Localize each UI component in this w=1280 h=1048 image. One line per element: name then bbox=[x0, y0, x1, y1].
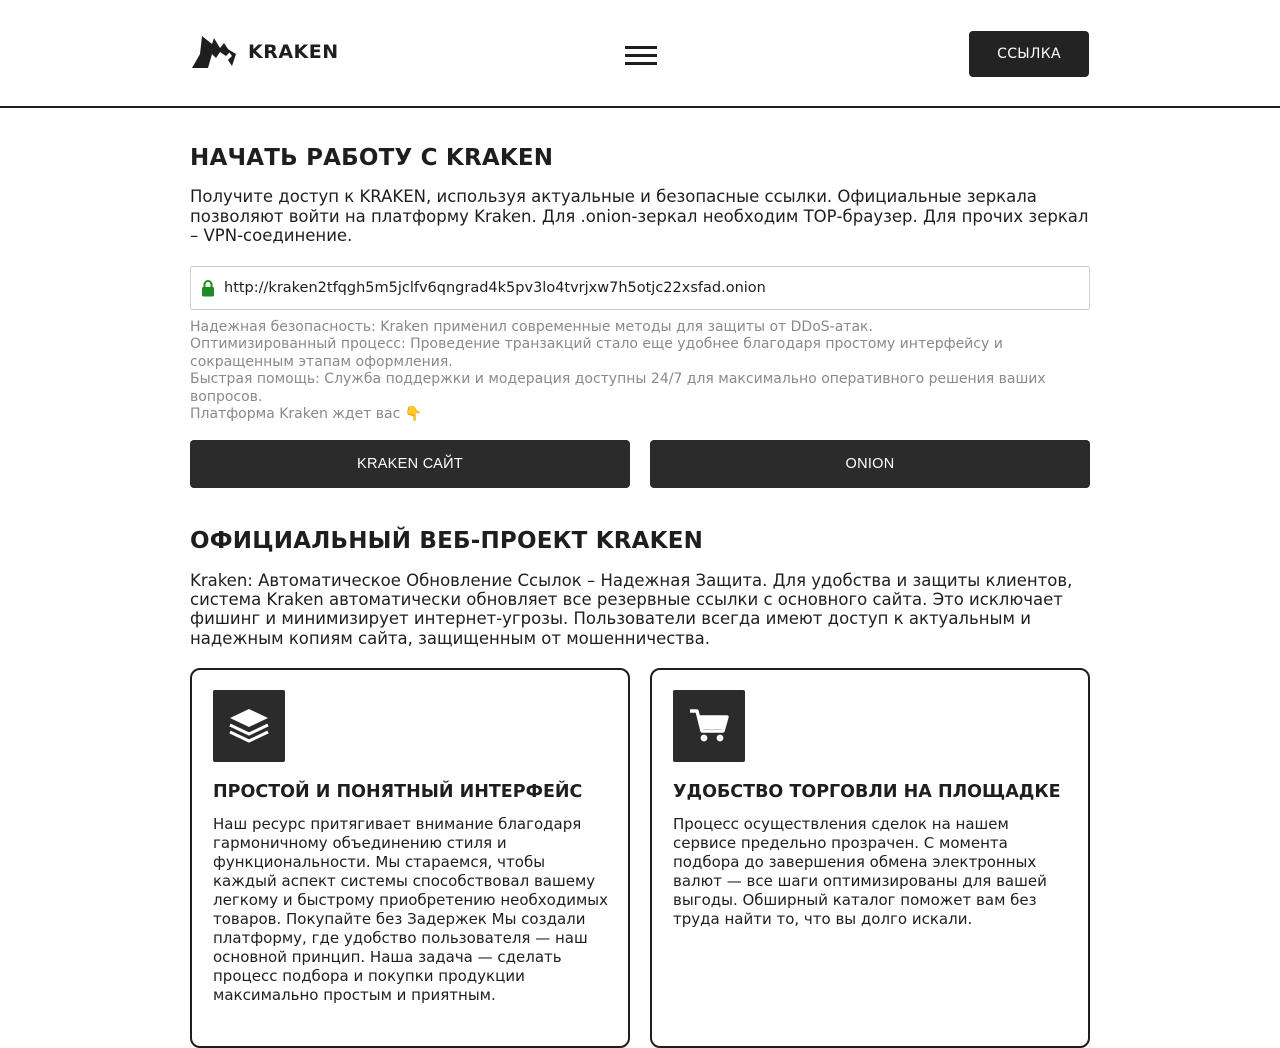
kraken-site-button[interactable]: KRAKEN САЙТ bbox=[190, 440, 630, 488]
logo-link[interactable] bbox=[190, 34, 339, 70]
feature-process: Оптимизированный процесс: Проведение транзакций стало еще удобнее благодаря простому интерфейсу и сокращенным этапам оформления. bbox=[190, 336, 1003, 370]
logo-text: KRAKEN bbox=[248, 41, 339, 63]
feature-card-interface bbox=[190, 668, 630, 1048]
onion-url-field[interactable] bbox=[190, 266, 1090, 310]
feature-support: Быстрая помощь: Служба поддержки и модерация доступны 24/7 для максимально оперативного решения ваших вопросов. bbox=[190, 371, 1046, 405]
features-list bbox=[190, 319, 1090, 423]
hero-title: НАЧАТЬ РАБОТУ С KRAKEN bbox=[190, 145, 554, 171]
about-text: Kraken: Автоматическое Обновление Ссылок – Надежная Защита. Для удобства и защиты клиентов, система Kraken автоматически обновляет все резервные ссылки с основного сайта. Это исключает фишинг и минимизирует интернет-угрозы. Пользователи всегда имеют доступ к актуальным и надежным копиям сайта, защищенным от мошенничества. bbox=[190, 571, 1073, 648]
onion-url-text[interactable]: http://kraken2tfqgh5m5jclfv6qngrad4k5pv3lo4tvrjxw7h5otjc22xsfad.onion bbox=[224, 280, 766, 296]
lock-icon bbox=[201, 278, 217, 298]
card-text: Процесс осуществления сделок на нашем сервисе предельно прозрачен. С момента подбора до завершения обмена электронных валют — все шаги оптимизированы для вашей выгоды. Обширный каталог поможет вам без труда найти то, что вы долго искали. bbox=[673, 815, 1047, 928]
menu-burger-icon[interactable] bbox=[625, 46, 657, 66]
card-title: ПРОСТОЙ И ПОНЯТНЫЙ ИНТЕРФЕЙС bbox=[213, 782, 583, 802]
layers-icon bbox=[213, 690, 285, 762]
site-header bbox=[0, 0, 1280, 108]
card-title: УДОБСТВО ТОРГОВЛИ НА ПЛОЩАДКЕ bbox=[673, 782, 1061, 802]
feature-invite: Платформа Kraken ждет вас 👇 bbox=[190, 406, 423, 423]
link-button[interactable]: ССЫЛКА bbox=[969, 31, 1089, 77]
onion-button[interactable]: ONION bbox=[650, 440, 1090, 488]
feature-security: Надежная безопасность: Kraken применил современные методы для защиты от DDoS-атак. bbox=[190, 319, 873, 335]
about-title: ОФИЦИАЛЬНЫЙ ВЕБ-ПРОЕКТ KRAKEN bbox=[190, 528, 704, 554]
cart-icon bbox=[673, 690, 745, 762]
hero-intro: Получите доступ к KRAKEN, используя актуальные и безопасные ссылки. Официальные зеркала позволяют войти на платформу Kraken. Для .onion-зеркал необходим ТОР-браузер. Для прочих зеркал – VPN-соединение. bbox=[190, 187, 1089, 245]
kraken-logo-icon bbox=[190, 34, 238, 70]
feature-card-trading bbox=[650, 668, 1090, 1048]
card-text: Наш ресурс притягивает внимание благодаря гармоничному объединению стиля и функциональности. Мы стараемся, чтобы каждый аспект системы способствовал вашему легкому и быстрому приобретению необходимых товаров. Покупайте без Задержек Мы создали платформу, где удобство пользователя — наш основной принцип. Наша задача — сделать процесс подбора и покупки продукции максимально простым и приятным. bbox=[213, 815, 608, 1004]
